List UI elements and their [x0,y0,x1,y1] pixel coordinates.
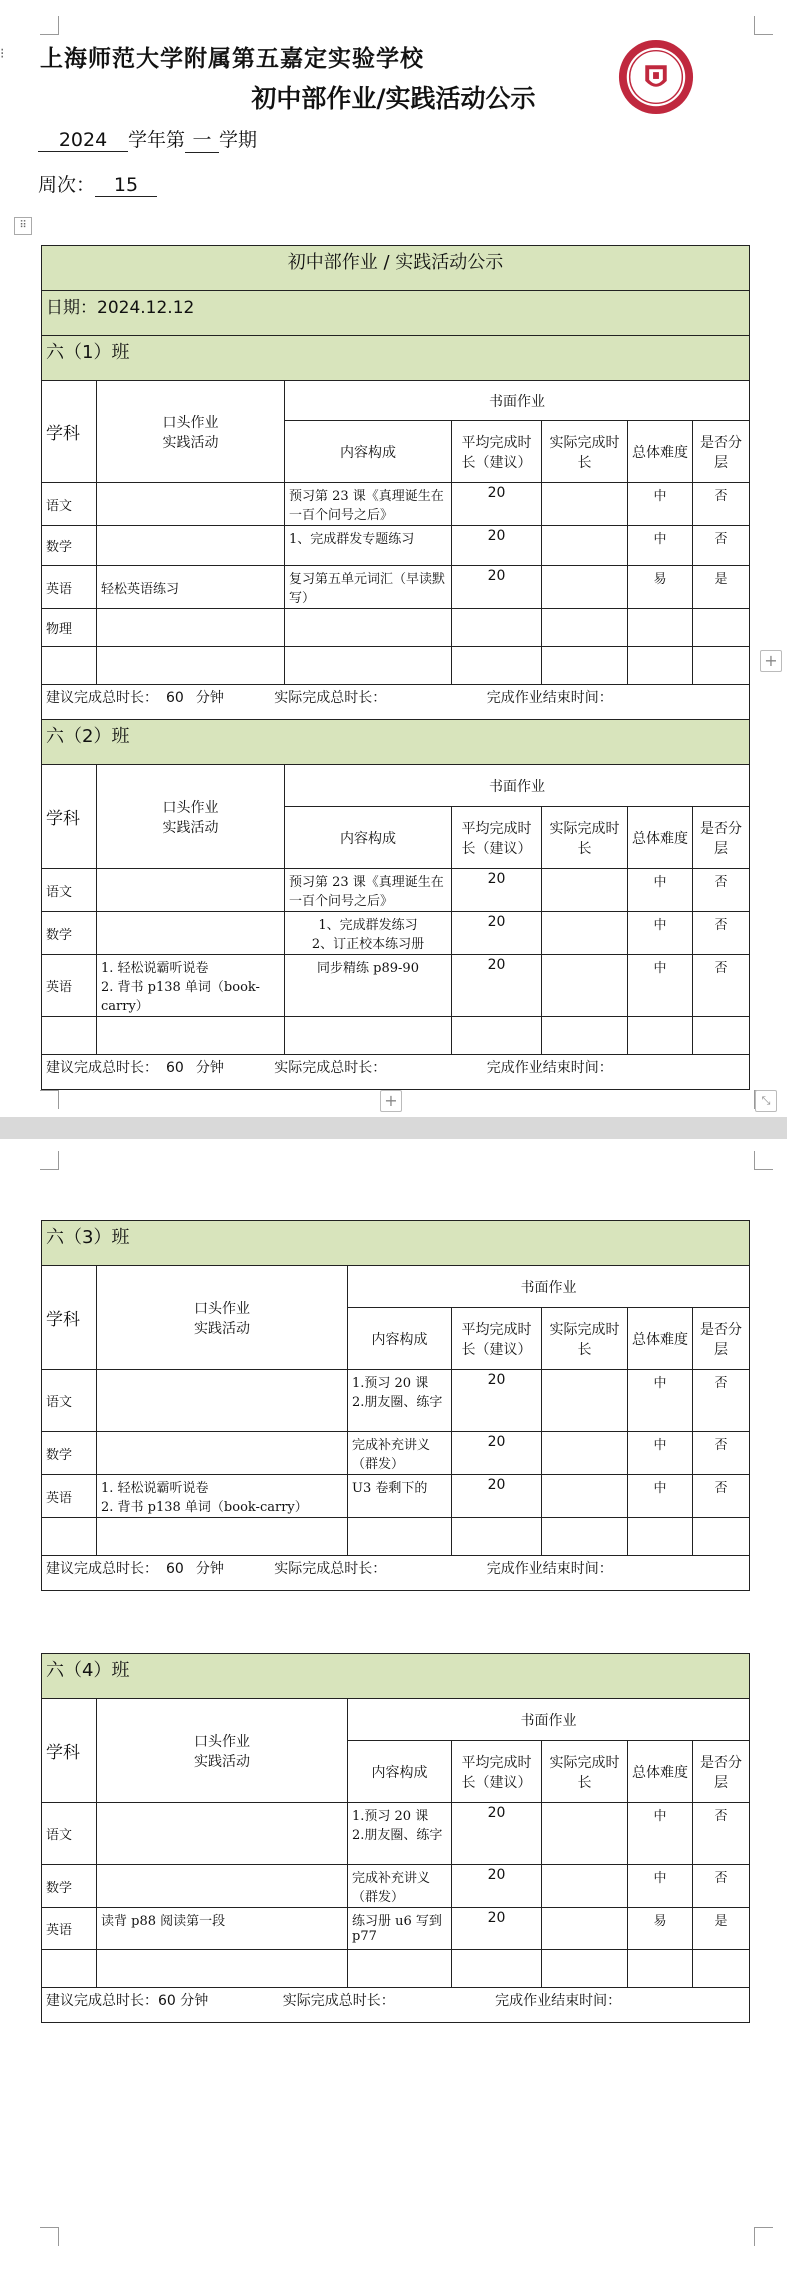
move-handle-icon[interactable]: ⠿ [14,217,32,235]
difficulty-cell: 中 [628,1432,693,1475]
difficulty-cell: 中 [628,1803,693,1865]
col-content: 内容构成 [348,1741,452,1803]
end-time-label: 完成作业结束时间： [495,1993,622,2009]
table-row [42,955,750,1017]
actual-cell [542,526,628,566]
layered-cell: 否 [693,483,750,526]
resize-corner-icon[interactable]: ⤡ [755,1090,777,1112]
table-row [42,647,750,685]
class-name: 六（1）班 [42,336,750,381]
page-2 [0,1139,787,2287]
col-subject: 学科 [42,381,97,483]
layered-cell [693,609,750,647]
difficulty-cell [628,609,693,647]
summary-row [42,1055,750,1090]
col-difficulty: 总体难度 [628,1741,693,1803]
suggest-total-value: 60 [166,690,184,706]
avg-cell: 20 [452,1865,542,1908]
margin-mark [754,2227,773,2246]
oral-cell [97,869,285,912]
table-row [42,1865,750,1908]
col-written: 书面作业 [285,765,750,807]
content-cell: 完成补充讲义（群发） [348,1432,452,1475]
difficulty-cell: 中 [628,912,693,955]
term-field: 一 [185,125,219,153]
homework-table-3 [41,1653,750,2023]
year-field: 2024 [38,129,128,152]
subject-cell: 数学 [42,1432,97,1475]
difficulty-cell: 中 [628,526,693,566]
week-line [38,170,157,197]
avg-cell: 20 [452,1370,542,1432]
minutes-label: 分钟 [195,1060,224,1076]
oral-cell [97,1803,348,1865]
content-cell: 预习第 23 课《真理诞生在一百个问号之后》 [285,869,452,912]
actual-total-label: 实际完成总时长： [274,690,387,706]
difficulty-cell: 中 [628,955,693,1017]
homework-table-1 [41,245,750,1090]
content-cell: 完成补充讲义（群发） [348,1865,452,1908]
difficulty-cell: 中 [628,1475,693,1518]
subject-cell: 语文 [42,483,97,526]
avg-cell: 20 [452,955,542,1017]
col-subject: 学科 [42,1699,97,1803]
col-oral: 口头作业 实践活动 [97,765,285,869]
cursor-mark-icon: ⁝ [0,46,5,62]
actual-cell [542,1803,628,1865]
oral-cell [97,1865,348,1908]
oral-cell [97,1370,348,1432]
content-cell [285,609,452,647]
table-title: 初中部作业 / 实践活动公示 [42,246,750,291]
class-name: 六（2）班 [42,720,750,765]
margin-mark [754,1151,773,1170]
margin-mark [754,16,773,35]
actual-cell [542,1370,628,1432]
col-difficulty: 总体难度 [628,807,693,869]
layered-cell: 是 [693,1908,750,1950]
subject-cell: 语文 [42,869,97,912]
col-subject: 学科 [42,1266,97,1370]
layered-cell: 否 [693,1865,750,1908]
avg-cell: 20 [452,526,542,566]
content-cell: 复习第五单元词汇（早读默写） [285,566,452,609]
col-layered: 是否分层 [693,1741,750,1803]
col-layered: 是否分层 [693,1308,750,1370]
table-row [42,483,750,526]
end-time-label: 完成作业结束时间： [486,1561,613,1577]
col-avg: 平均完成时长（建议） [452,421,542,483]
subject-cell: 语文 [42,1803,97,1865]
subject-cell: 数学 [42,1865,97,1908]
add-row-button[interactable]: + [380,1090,402,1112]
oral-cell: 1. 轻松说霸听说卷 2. 背书 p138 单词（book-carry） [97,955,285,1017]
col-content: 内容构成 [348,1308,452,1370]
actual-cell [542,912,628,955]
actual-cell [542,955,628,1017]
col-oral: 口头作业 实践活动 [97,1699,348,1803]
difficulty-cell: 中 [628,1865,693,1908]
term-suffix-label: 学期 [219,129,258,151]
subject-cell: 英语 [42,1908,97,1950]
layered-cell: 否 [693,1370,750,1432]
col-content: 内容构成 [285,807,452,869]
suggest-total-value: 60 [166,1561,184,1577]
subject-cell: 语文 [42,1370,97,1432]
col-subject: 学科 [42,765,97,869]
margin-mark [40,2227,59,2246]
col-difficulty: 总体难度 [628,421,693,483]
col-avg: 平均完成时长（建议） [452,807,542,869]
homework-table-2 [41,1220,750,1591]
margin-mark [40,1151,59,1170]
col-oral: 口头作业 实践活动 [97,1266,348,1370]
table-row [42,1518,750,1556]
summary-row [42,685,750,720]
table-row [42,526,750,566]
add-column-button[interactable]: + [760,650,782,672]
col-actual: 实际完成时长 [542,421,628,483]
subject-cell: 英语 [42,955,97,1017]
suggest-total-label: 建议完成总时长： [46,1060,158,1076]
actual-cell [542,483,628,526]
content-cell: U3 卷剩下的 [348,1475,452,1518]
table-row [42,1950,750,1988]
table-row [42,1432,750,1475]
summary-row [42,1556,750,1591]
layered-cell: 是 [693,566,750,609]
table-row [42,609,750,647]
actual-cell [542,609,628,647]
col-written: 书面作业 [285,381,750,421]
subject-cell: 英语 [42,566,97,609]
difficulty-cell: 易 [628,566,693,609]
actual-cell [542,566,628,609]
layered-cell: 否 [693,912,750,955]
content-cell: 预习第 23 课《真理诞生在一百个问号之后》 [285,483,452,526]
col-avg: 平均完成时长（建议） [452,1308,542,1370]
margin-mark [40,1090,59,1109]
actual-cell [542,1908,628,1950]
document-title: 初中部作业/实践活动公示 [251,84,536,113]
oral-cell [97,912,285,955]
col-actual: 实际完成时长 [542,807,628,869]
subject-cell: 英语 [42,1475,97,1518]
avg-cell: 20 [452,912,542,955]
avg-cell: 20 [452,1432,542,1475]
summary-row [42,1988,750,2023]
col-written: 书面作业 [348,1699,750,1741]
year-mid-label: 学年第 [128,129,186,151]
oral-cell [97,526,285,566]
layered-cell: 否 [693,526,750,566]
oral-cell: 1. 轻松说霸听说卷 2. 背书 p138 单词（book-carry） [97,1475,348,1518]
actual-cell [542,869,628,912]
table-row [42,566,750,609]
suggest-total-value: 60 [166,1060,184,1076]
difficulty-cell: 中 [628,869,693,912]
table-row [42,1803,750,1865]
week-field: 15 [95,174,157,197]
difficulty-cell: 易 [628,1908,693,1950]
minutes-label: 分钟 [195,1561,224,1577]
avg-cell: 20 [452,1803,542,1865]
col-avg: 平均完成时长（建议） [452,1741,542,1803]
layered-cell: 否 [693,1803,750,1865]
content-cell: 同步精练 p89-90 [285,955,452,1017]
actual-total-label: 实际完成总时长： [274,1060,387,1076]
table-row [42,912,750,955]
date-line: 日期：2024.12.12 [42,291,750,336]
oral-cell [97,609,285,647]
minutes-label: 分钟 [195,690,224,706]
subject-cell: 数学 [42,526,97,566]
suggest-total-label: 建议完成总时长：60 分钟 [46,1993,209,2009]
suggest-total-label: 建议完成总时长： [46,690,158,706]
oral-cell: 读背 p88 阅读第一段 [97,1908,348,1950]
week-label: 周次： [38,174,96,196]
oral-cell [97,483,285,526]
actual-total-label: 实际完成总时长： [282,1993,395,2009]
col-written: 书面作业 [348,1266,750,1308]
class-name: 六（4）班 [42,1654,750,1699]
actual-total-label: 实际完成总时长： [274,1561,387,1577]
avg-cell: 20 [452,1475,542,1518]
difficulty-cell: 中 [628,1370,693,1432]
content-cell: 1.预习 20 课 2.朋友圈、练字 [348,1803,452,1865]
oral-cell [97,1432,348,1475]
layered-cell: 否 [693,869,750,912]
oral-cell: 轻松英语练习 [97,566,285,609]
page-1 [0,0,787,1117]
suggest-total-label: 建议完成总时长： [46,1561,158,1577]
content-cell: 1、完成群发专题练习 [285,526,452,566]
subject-cell: 数学 [42,912,97,955]
avg-cell: 20 [452,869,542,912]
layered-cell: 否 [693,1432,750,1475]
col-difficulty: 总体难度 [628,1308,693,1370]
actual-cell [542,1475,628,1518]
content-cell: 1、完成群发练习 2、订正校本练习册 [285,912,452,955]
avg-cell: 20 [452,1908,542,1950]
layered-cell: 否 [693,1475,750,1518]
col-oral: 口头作业 实践活动 [97,381,285,483]
content-cell: 练习册 u6 写到 p77 [348,1908,452,1950]
end-time-label: 完成作业结束时间： [486,1060,613,1076]
avg-cell [452,609,542,647]
class-name: 六（3）班 [42,1221,750,1266]
difficulty-cell: 中 [628,483,693,526]
end-time-label: 完成作业结束时间： [486,690,613,706]
layered-cell: 否 [693,955,750,1017]
school-logo [617,38,695,116]
content-cell: 1.预习 20 课 2.朋友圈、练字 [348,1370,452,1432]
table-row [42,1475,750,1518]
table-row [42,1370,750,1432]
school-name: 上海师范大学附属第五嘉定实验学校 [40,45,424,72]
table-row [42,869,750,912]
actual-cell [542,1865,628,1908]
table-row [42,1908,750,1950]
col-content: 内容构成 [285,421,452,483]
table-row [42,1017,750,1055]
academic-year-line [38,125,257,153]
avg-cell: 20 [452,566,542,609]
col-actual: 实际完成时长 [542,1741,628,1803]
col-layered: 是否分层 [693,421,750,483]
actual-cell [542,1432,628,1475]
subject-cell: 物理 [42,609,97,647]
col-actual: 实际完成时长 [542,1308,628,1370]
margin-mark [40,16,59,35]
col-layered: 是否分层 [693,807,750,869]
avg-cell: 20 [452,483,542,526]
